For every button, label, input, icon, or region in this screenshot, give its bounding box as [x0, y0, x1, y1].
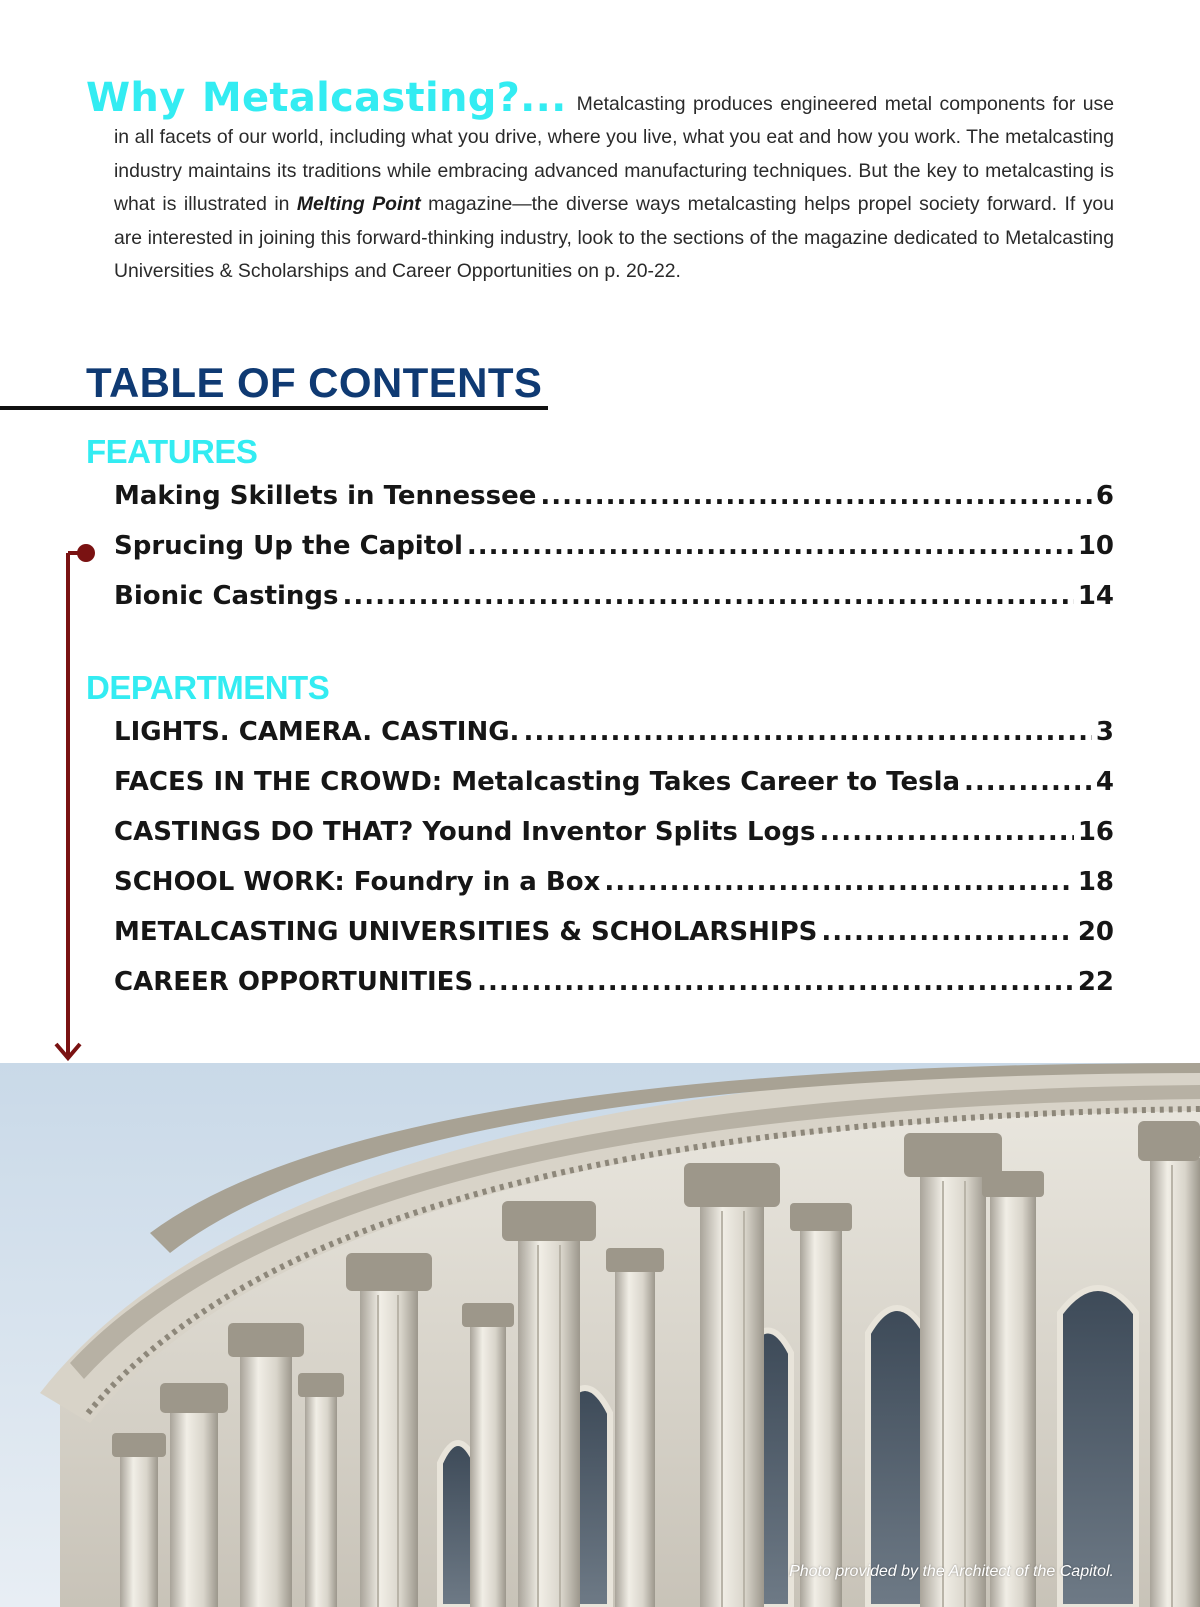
- departments-list: [114, 717, 1114, 1017]
- capitol-dome-illustration: [0, 1063, 1200, 1607]
- toc-entry-page: 16: [1077, 817, 1114, 847]
- toc-entry[interactable]: [114, 767, 1114, 817]
- toc-entry[interactable]: [114, 531, 1114, 581]
- toc-entry-title: FACES IN THE CROWD: Metalcasting Takes Career to Tesla: [114, 767, 961, 797]
- toc-title: TABLE OF CONTENTS: [86, 359, 543, 406]
- toc-entry-page: 22: [1077, 967, 1114, 997]
- leader-dots: [467, 531, 1074, 561]
- features-list: [114, 481, 1114, 631]
- toc-entry[interactable]: [114, 717, 1114, 767]
- toc-entry-title: Bionic Castings: [114, 581, 339, 611]
- leader-dots: [819, 817, 1073, 847]
- toc-entry-page: 18: [1077, 867, 1114, 897]
- decorative-arrow-icon: [0, 0, 120, 1070]
- departments-label: DEPARTMENTS: [86, 669, 330, 706]
- leader-dots: [964, 767, 1092, 797]
- toc-entry-title: CAREER OPPORTUNITIES: [114, 967, 474, 997]
- toc-entry[interactable]: [114, 581, 1114, 631]
- features-label: FEATURES: [86, 433, 258, 470]
- photo-caption: Photo provided by the Architect of the Capitol.: [789, 1563, 1114, 1580]
- magazine-name: Melting Point: [296, 193, 421, 216]
- leader-dots: [604, 867, 1073, 897]
- capitol-dome-photo: [0, 1063, 1200, 1607]
- intro-text-before: Metalcasting produces engineered metal components for use in all facets of our world, including what you drive, where you live, what you eat and how you work. The metalcasting industry maintains its traditions while embracing advanced manufacturing techniques. But the key to metalcasting is what is illustrated in: [114, 93, 1114, 216]
- toc-entry-title: Sprucing Up the Capitol: [114, 531, 463, 561]
- toc-entry[interactable]: [114, 967, 1114, 1017]
- toc-entry-title: CASTINGS DO THAT? Yound Inventor Splits Logs: [114, 817, 816, 847]
- intro-heading: Why Metalcasting?...: [86, 75, 567, 121]
- leader-dots: [540, 481, 1092, 511]
- toc-entry-page: 3: [1095, 717, 1114, 747]
- toc-entry-page: 20: [1077, 917, 1114, 947]
- leader-dots: [477, 967, 1074, 997]
- toc-entry[interactable]: [114, 917, 1114, 967]
- leader-dots: [523, 717, 1091, 747]
- toc-entry-page: 14: [1077, 581, 1114, 611]
- toc-entry-page: 4: [1095, 767, 1114, 797]
- toc-entry-title: LIGHTS. CAMERA. CASTING.: [114, 717, 520, 747]
- toc-entry[interactable]: [114, 867, 1114, 917]
- toc-entry-page: 10: [1077, 531, 1114, 561]
- toc-entry-title: Making Skillets in Tennessee: [114, 481, 537, 511]
- toc-entry[interactable]: [114, 481, 1114, 531]
- toc-entry-page: 6: [1095, 481, 1114, 511]
- toc-entry-title: METALCASTING UNIVERSITIES & SCHOLARSHIPS: [114, 917, 818, 947]
- intro-paragraph: [86, 75, 1115, 288]
- intro-text-after: magazine—the diverse ways metalcasting helps propel society forward. If you are interested in joining this forward-thinking industry, look to the sections of the magazine dedicated to Metalcasting Universities & Scholarships and Career Opportunities on p. 20-22.: [114, 193, 1115, 283]
- leader-dots: [821, 917, 1073, 947]
- toc-entry-title: SCHOOL WORK: Foundry in a Box: [114, 867, 601, 897]
- toc-entry[interactable]: [114, 817, 1114, 867]
- leader-dots: [343, 581, 1074, 611]
